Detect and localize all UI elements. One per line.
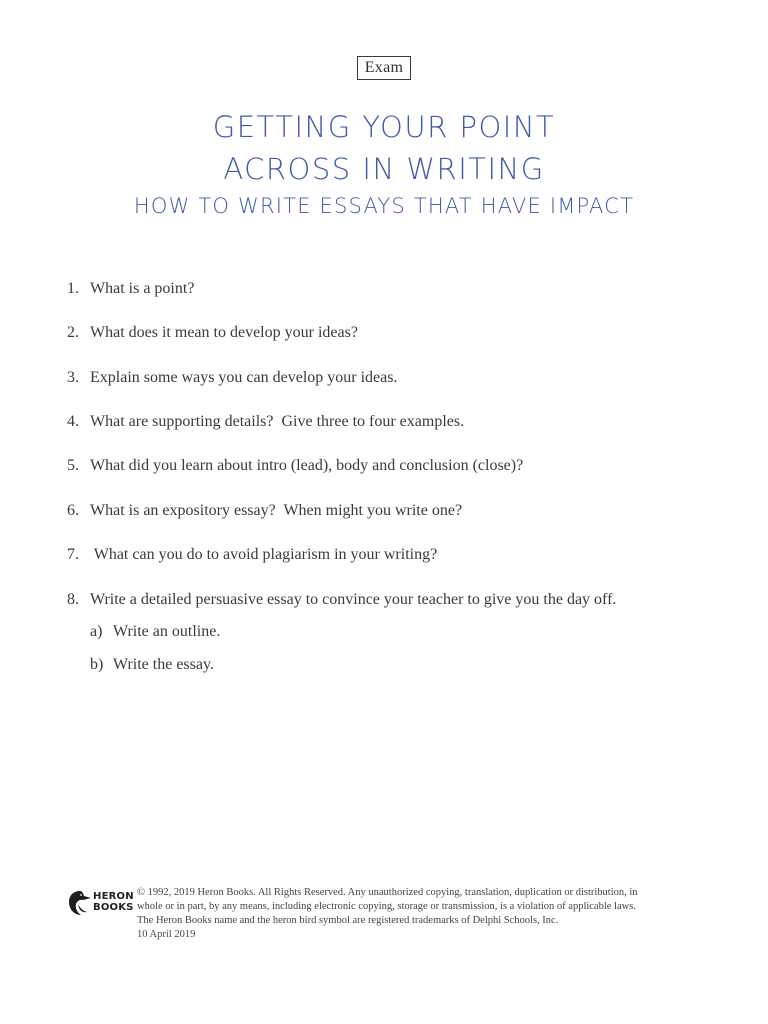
question-text: Write a detailed persuasive essay to convince your teacher to give you the day off.: [90, 591, 617, 608]
legal-line-2: whole or in part, by any means, including electronic copying, storage or transmission, is a violation of applicable laws.: [137, 901, 636, 912]
revision-date: 10 April 2019: [137, 929, 196, 940]
question-text: What does it mean to develop your ideas?: [90, 324, 358, 341]
copyright-notice: [137, 886, 697, 942]
question-number: 3.: [67, 369, 79, 386]
question-text: What are supporting details? Give three to four examples.: [90, 413, 465, 430]
question-number: 4.: [67, 413, 79, 430]
page-title-line1: GETTING YOUR POINT: [212, 110, 556, 144]
question-number: 5.: [67, 457, 79, 474]
question-number: 1.: [67, 280, 79, 297]
page-subtitle: HOW TO WRITE ESSAYS THAT HAVE IMPACT: [133, 194, 635, 218]
question-item-5: [67, 457, 523, 475]
page-title-line2: ACROSS IN WRITING: [223, 152, 545, 186]
legal-line-3: The Heron Books name and the heron bird symbol are registered trademarks of Delphi Schools, Inc.: [137, 915, 559, 926]
heron-books-logo: [68, 890, 134, 916]
logo-wordmark: [93, 891, 134, 913]
question-item-4: [67, 413, 464, 431]
subquestion-letter: b): [90, 656, 104, 673]
question-number: 6.: [67, 502, 79, 519]
legal-line-1: © 1992, 2019 Heron Books. All Rights Reserved. Any unauthorized copying, translation, duplication or distribution, in: [137, 887, 638, 898]
question-item-6: [67, 502, 462, 520]
subquestion-text: Write the essay.: [113, 656, 214, 673]
question-item-3: [67, 369, 397, 387]
question-item-7: [67, 546, 437, 564]
question-text: Explain some ways you can develop your ideas.: [90, 369, 398, 386]
exam-badge: Exam: [357, 56, 411, 80]
footer: [68, 886, 688, 946]
logo-word-books: BOOKS: [93, 902, 134, 913]
subquestion-letter: a): [90, 623, 103, 640]
question-text: What can you do to avoid plagiarism in your writing?: [90, 546, 438, 563]
logo-word-heron: HERON: [93, 891, 134, 902]
subquestion-text: Write an outline.: [113, 623, 221, 640]
question-number: 7.: [67, 546, 79, 563]
question-text: What is an expository essay? When might you write one?: [90, 502, 463, 519]
question-item-2: [67, 324, 358, 342]
question-number: 2.: [67, 324, 79, 341]
question-text: What did you learn about intro (lead), body and conclusion (close)?: [90, 457, 524, 474]
heron-bird-icon: [68, 890, 92, 916]
question-number: 8.: [67, 591, 79, 608]
question-item-1: [67, 280, 194, 298]
question-item-8: [67, 591, 616, 609]
subquestion-item-a: [90, 623, 220, 641]
subquestion-item-b: [90, 656, 214, 674]
question-text: What is a point?: [90, 280, 195, 297]
